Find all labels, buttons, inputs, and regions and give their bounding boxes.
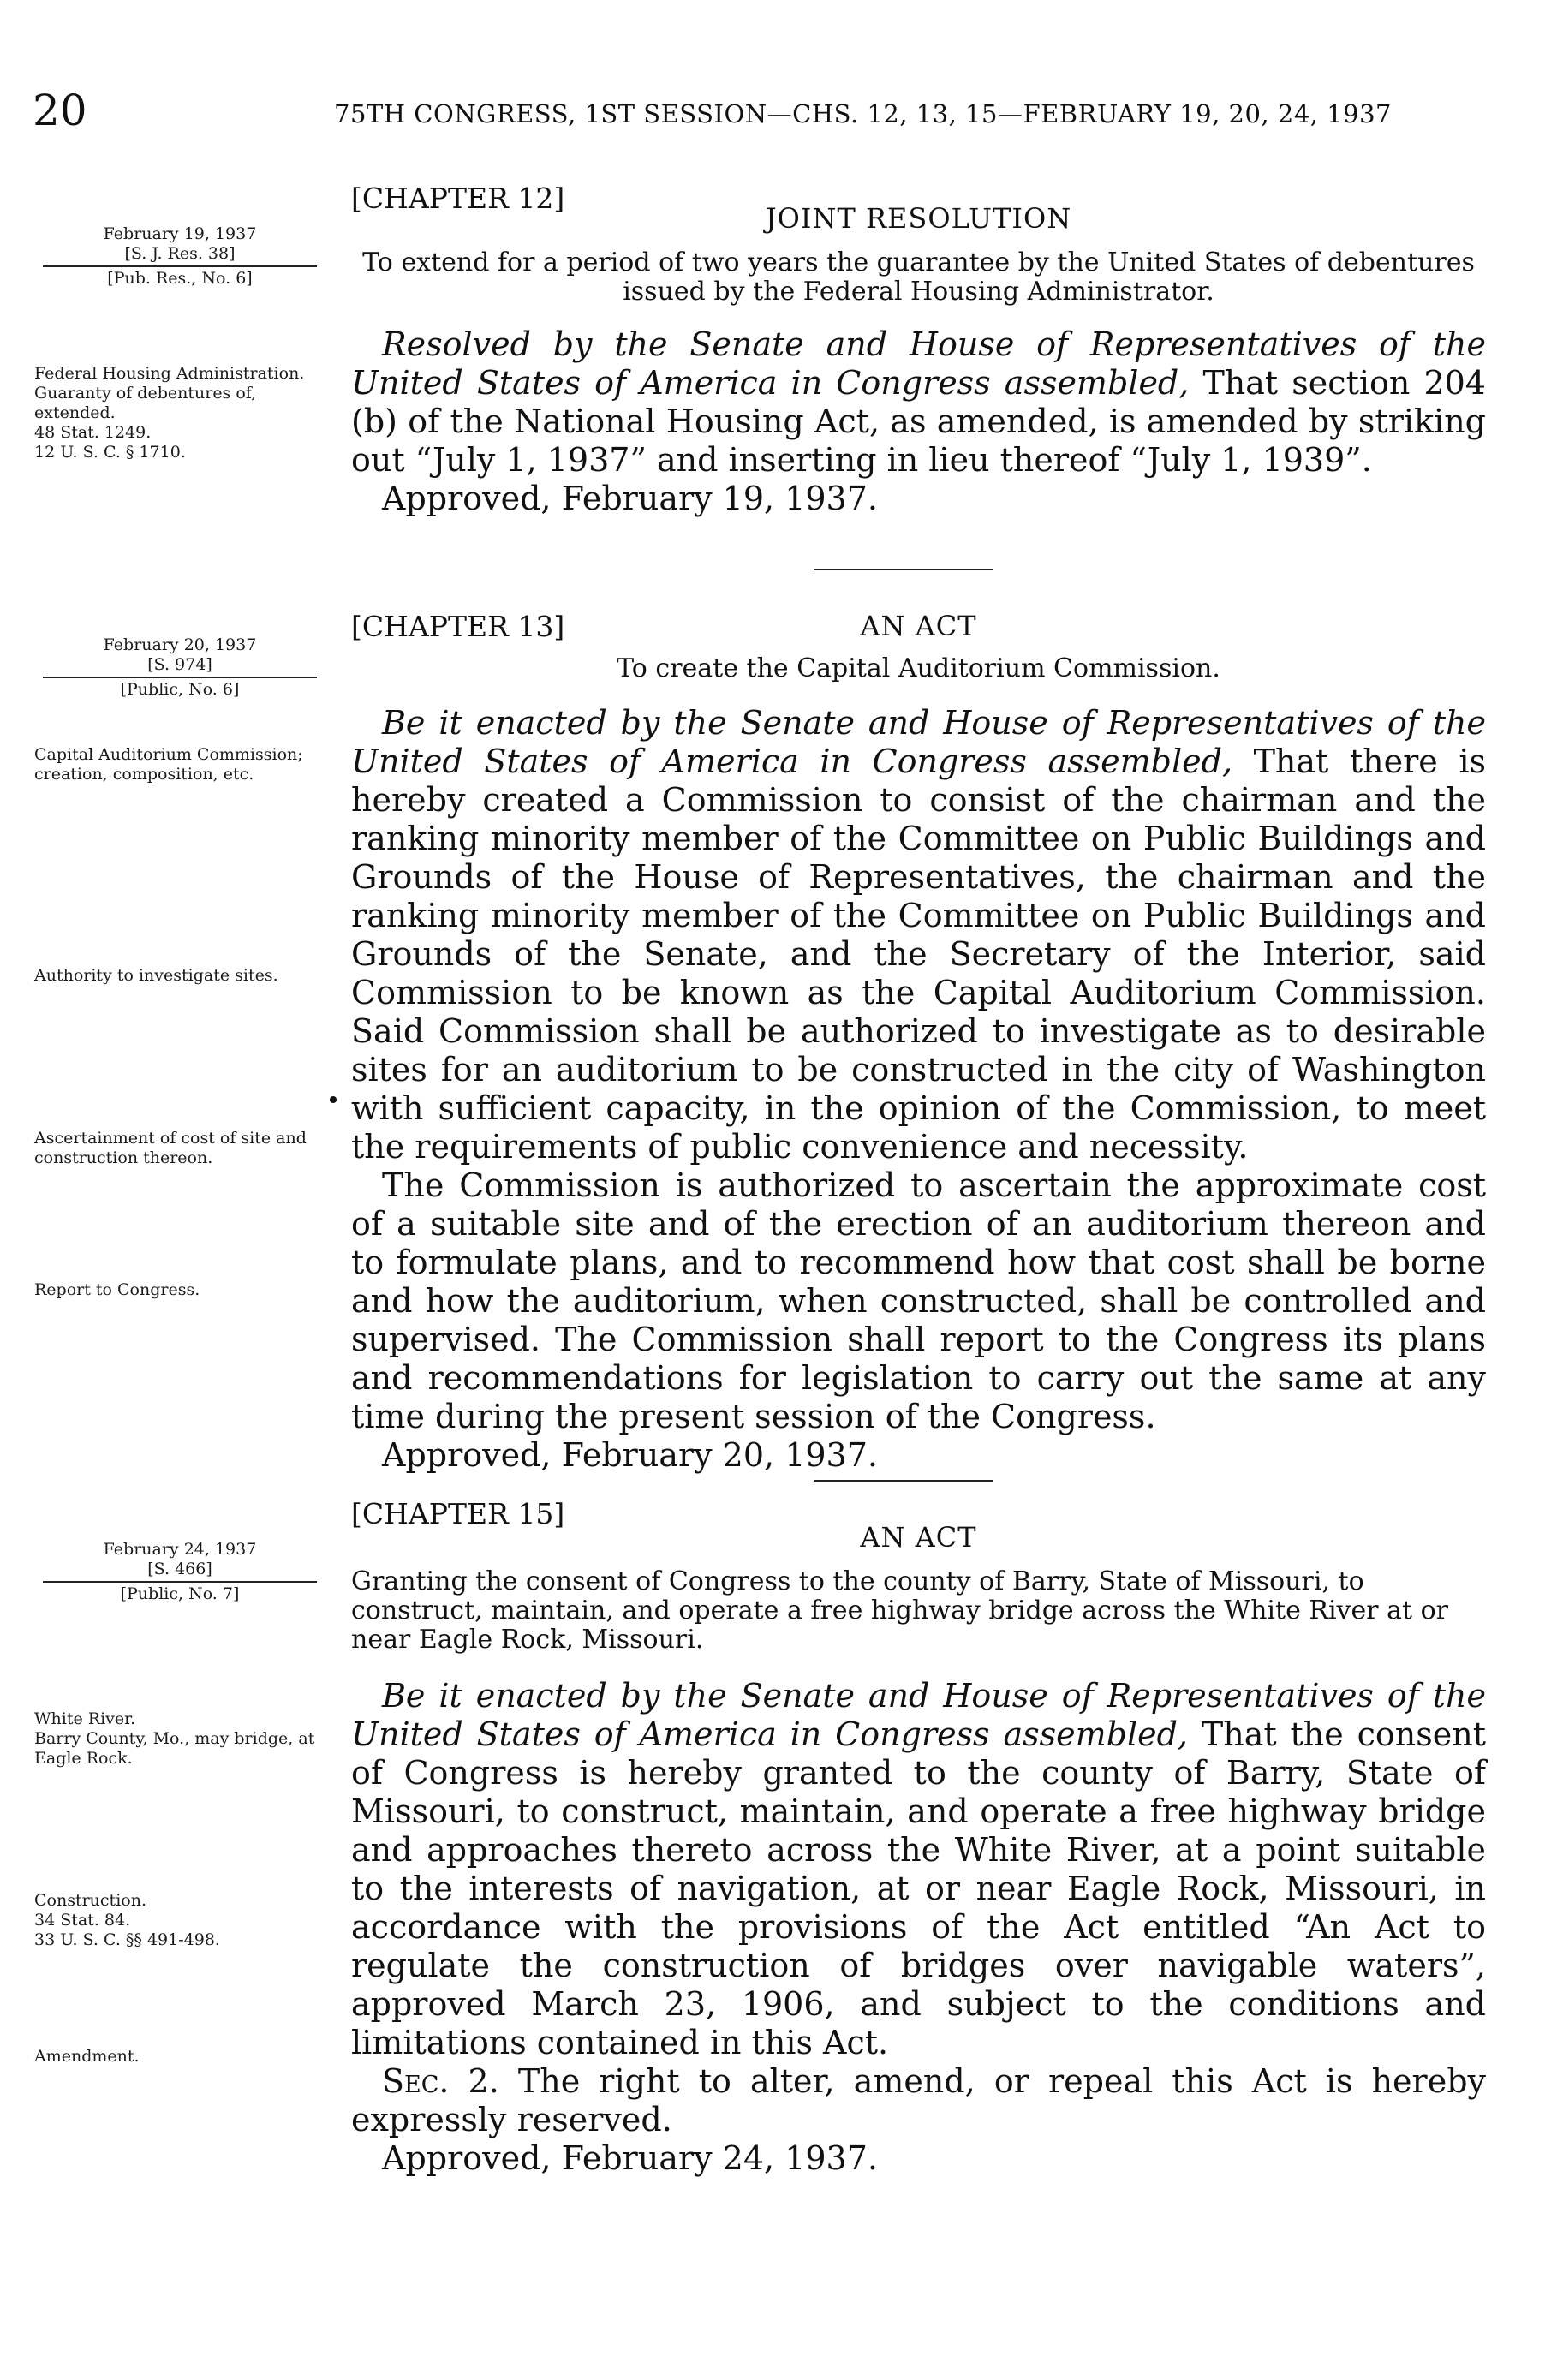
ch12-margin-pub: [Pub. Res., No. 6] (107, 269, 253, 288)
ch13-margin-pub: [Public, No. 6] (120, 680, 240, 699)
ch13-margin-date: February 20, 1937 (103, 635, 257, 654)
ch15-margin-note: Construction. (34, 1891, 146, 1910)
ch13-margin-note-4: Report to Congress. (34, 1280, 200, 1299)
ch15-title: Granting the consent of Congress to the county of Barry, State of Missouri, to construct, maintain, and operate a free highway bridge across the White River at or near Eagle Rock, Missouri. (351, 1566, 1449, 1655)
ch12-margin-notes (34, 364, 325, 462)
ch13-body-text: That there is hereby created a Commission to consist of the chairman and the ranking minority member of the Committee on Public Buildings and Grounds of the House of Representatives, the chairman and the ranking minority member of the Committee on Public Buildings and Grounds of the Senate, and the Secretary of the Interior, said Commission to be known as the Capital Auditorium Commission. Said Commission shall be authorized to investigate as to desirable sites for an auditorium to be constructed in the city of Washington with sufficient capacity, in the opinion of the Commission, to meet the requirements of public convenience and necessity. (351, 743, 1486, 1166)
ch12-margin-note: Federal Housing Administration. (34, 364, 305, 383)
ch13-margin-note-3: Ascertainment of cost of site and construction thereon. (34, 1129, 307, 1167)
ch13-margin-note-2: Authority to investigate sites. (34, 966, 278, 985)
ch15-body-text-2: The right to alter, amend, or repeal this Act is hereby expressly reserved. (351, 2062, 1486, 2138)
page-number: 20 (33, 86, 87, 135)
ch12-enacting-clause: Resolved by the Senate and House of Representatives of the United States of America in Congress assembled, (351, 325, 1486, 402)
bullet-mark (330, 1096, 337, 1103)
ch15-kind: AN ACT (860, 1521, 977, 1554)
ch13-kind: AN ACT (860, 610, 977, 642)
ch13-enacting-clause: Be it enacted by the Senate and House of Representatives of the United States of America in Congress assembled, (351, 704, 1486, 780)
ch15-margin-notes-1 (34, 1709, 325, 1769)
ch15-margin-cite: 34 Stat. 84. (34, 1911, 131, 1930)
ch15-margin-notes-2 (34, 1891, 325, 1950)
ch13-margin-ref: [S. 974] (147, 655, 212, 674)
ch15-body (351, 1677, 1486, 2178)
ch12-margin-header (34, 224, 325, 289)
ch13-title: To create the Capital Auditorium Commission. (617, 653, 1220, 683)
ch15-margin-ref: [S. 466] (147, 1560, 212, 1578)
ch15-margin-cite: 33 U. S. C. §§ 491-498. (34, 1930, 220, 1949)
ch15-enacting-clause: Be it enacted by the Senate and House of Representatives of the United States of America in Congress assembled, (351, 1677, 1486, 1753)
ch12-kind: JOINT RESOLUTION (765, 202, 1072, 235)
margin-rule (43, 677, 317, 678)
margin-rule (43, 265, 317, 267)
ch15-margin-note-4: Amendment. (34, 2047, 140, 2066)
running-head: 75TH CONGRESS, 1ST SESSION—CHS. 12, 13, 15—FEBRUARY 19, 20, 24, 1937 (334, 99, 1393, 128)
ch12-approved: Approved, February 19, 1937. (382, 480, 878, 517)
ch12-chapter-label: [CHAPTER 12] (351, 182, 565, 215)
ch12-margin-cite: 48 Stat. 1249. (34, 423, 152, 442)
ch15-approved: Approved, February 24, 1937. (382, 2139, 878, 2177)
ch15-chapter-label: [CHAPTER 15] (351, 1497, 565, 1530)
ch12-margin-ref: [S. J. Res. 38] (124, 244, 236, 263)
ch13-margin-header (34, 635, 325, 700)
ch12-title: To extend for a period of two years the guarantee by the United States of debentures issued by the Federal Housing Administrator. (362, 248, 1475, 307)
section-divider (814, 1480, 993, 1482)
ch12-margin-note: Guaranty of debentures of, extended. (34, 384, 257, 422)
ch13-body (351, 704, 1486, 1475)
ch12-body-text: That section 204 (b) of the National Housing Act, as amended, is amended by striking out “July 1, 1937” and inserting in lieu thereof “July 1, 1939”. (351, 364, 1486, 479)
ch15-margin-note: Barry County, Mo., may bridge, at Eagle Rock. (34, 1729, 315, 1768)
ch15-margin-note: White River. (34, 1709, 136, 1728)
ch15-margin-header (34, 1540, 325, 1604)
ch13-chapter-label: [CHAPTER 13] (351, 610, 565, 643)
ch15-margin-date: February 24, 1937 (103, 1540, 257, 1559)
margin-rule (43, 1581, 317, 1583)
ch12-body (351, 325, 1486, 518)
ch12-margin-date: February 19, 1937 (103, 224, 257, 243)
ch15-margin-pub: [Public, No. 7] (120, 1584, 240, 1603)
ch15-sec-label: Sec. 2. (382, 2062, 499, 2100)
section-divider (814, 569, 993, 570)
ch13-body-text-2: The Commission is authorized to ascertain the approximate cost of a suitable site and of the erection of an auditorium thereon and to formulate plans, and to recommend how that cost shall be borne and how the auditorium, when constructed, shall be controlled and supervised. The Commission shall report to the Congress its plans and recommendations for legislation to carry out the same at any time during the present session of the Congress. (351, 1166, 1486, 1435)
ch13-approved: Approved, February 20, 1937. (382, 1436, 878, 1474)
ch13-margin-note-1: Capital Auditorium Commission; creation, composition, etc. (34, 745, 303, 784)
ch12-margin-cite: 12 U. S. C. § 1710. (34, 443, 186, 462)
ch15-body-text: That the consent of Congress is hereby granted to the county of Barry, State of Missouri, to construct, maintain, and operate a free highway bridge and approaches thereto across the White River, at a point suitable to the interests of navigation, at or near Eagle Rock, Missouri, in accordance with the provisions of the Act entitled “An Act to regulate the construction of bridges over navigable waters”, approved March 23, 1906, and subject to the conditions and limitations contained in this Act. (351, 1715, 1486, 2061)
